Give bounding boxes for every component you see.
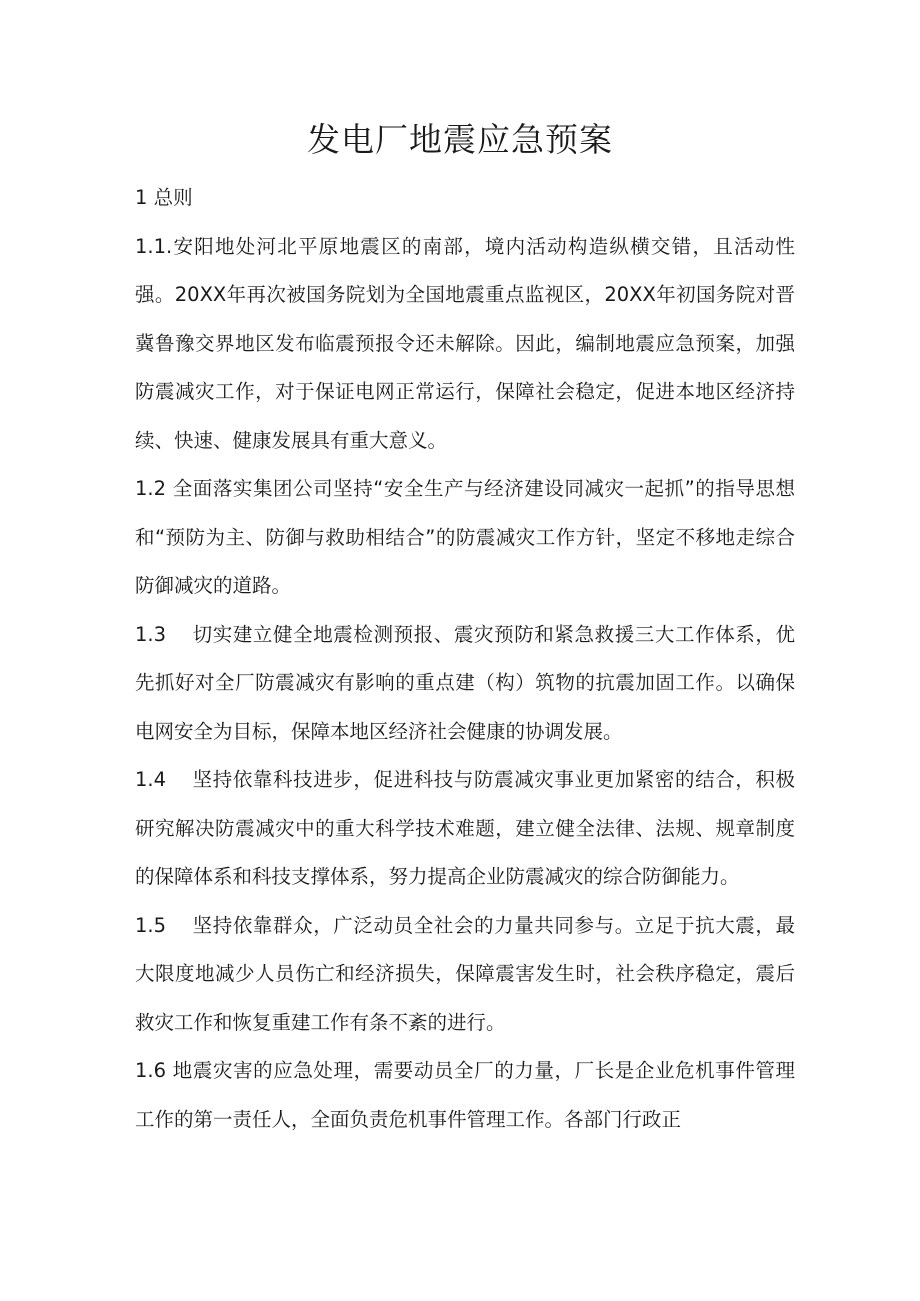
paragraph-text: 切实建立健全地震检测预报、震灾预防和紧急救援三大工作体系，优先抓好对全厂防震减灾有影响的重点建（构）筑物的抗震加固工作。以确保电网安全为目标，保障本地区经济社会健康的协调发展。	[135, 622, 795, 743]
paragraph-text: 坚持依靠群众，广泛动员全社会的力量共同参与。立足于抗大震，最大限度地减少人员伤亡和经济损失，保障震害发生时，社会秩序稳定，震后救灾工作和恢复重建工作有条不紊的进行。	[135, 913, 795, 1034]
paragraph-text: 坚持依靠科技进步，促进科技与防震减灾事业更加紧密的结合，积极研究解决防震减灾中的重大科学技术难题，建立健全法律、法规、规章制度的保障体系和科技支撑体系，努力提高企业防震减灾的综合防御能力。	[135, 768, 795, 888]
paragraph-number: 1.1.	[135, 234, 173, 258]
paragraph-1-4	[135, 756, 795, 902]
document-title: 发电厂地震应急预案	[307, 120, 613, 159]
paragraph-number: 1.5	[135, 913, 167, 937]
paragraph-1-5	[135, 902, 795, 1048]
section-heading: 1 总则	[135, 186, 193, 209]
paragraph-number: 1.3	[135, 622, 167, 646]
paragraph-number: 1.2	[135, 477, 167, 500]
paragraph-number: 1.6	[135, 1059, 167, 1082]
paragraph-text: 全面落实集团公司坚持“安全生产与经济建设同减灾一起抓”的指导思想和“预防为主、防御与救助相结合”的防震减灾工作方针，坚定不移地走综合防御减灾的道路。	[135, 477, 795, 597]
paragraph-number: 1.4	[135, 768, 167, 791]
paragraph-1-3	[135, 611, 795, 757]
document-body	[135, 174, 795, 1144]
paragraph-text: 安阳地处河北平原地震区的南部，境内活动构造纵横交错，且活动性强。20XX年再次被国务院划为全国地震重点监视区，20XX年初国务院对晋冀鲁豫交界地区发布临震预报令还未解除。因此，编制地震应急预案，加强防震减灾工作，对于保证电网正常运行，保障社会稳定，促进本地区经济持续、快速、健康发展具有重大意义。	[135, 234, 795, 452]
paragraph-text: 地震灾害的应急处理，需要动员全厂的力量，厂长是企业危机事件管理工作的第一责任人，全面负责危机事件管理工作。各部门行政正	[135, 1059, 795, 1131]
paragraph-1-2	[135, 465, 795, 611]
paragraph-1-1	[135, 223, 795, 466]
paragraph-1-6	[135, 1047, 795, 1144]
